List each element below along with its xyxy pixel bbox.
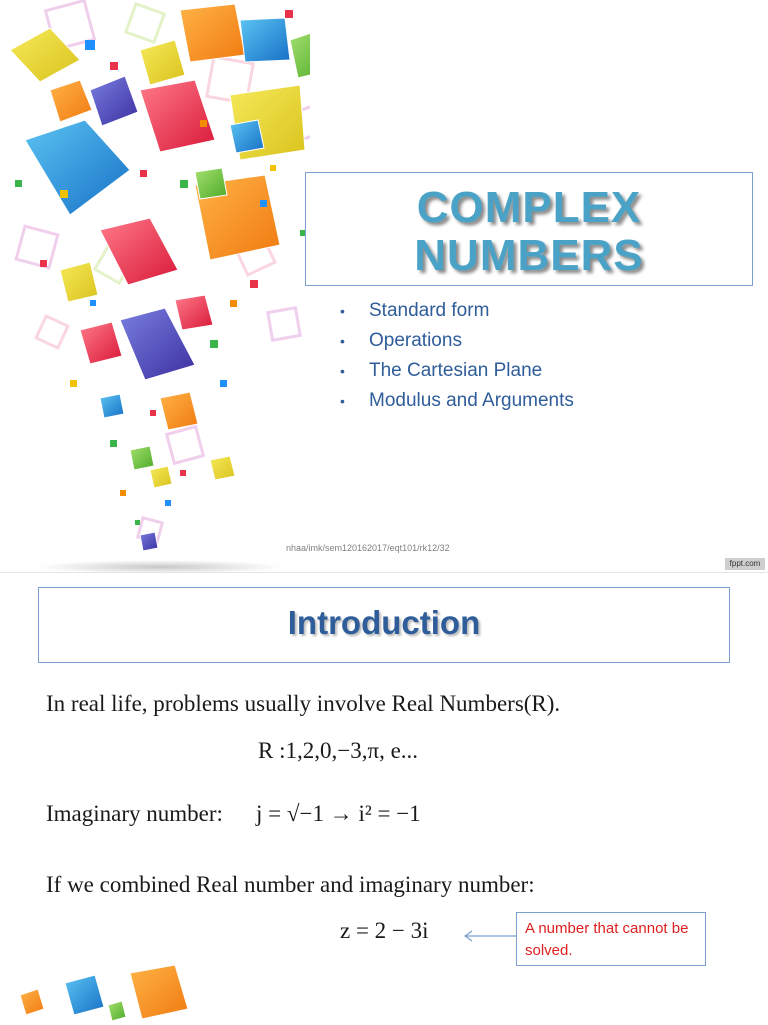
topic-item bbox=[340, 356, 574, 386]
arrow-left-icon bbox=[462, 930, 516, 942]
topic-label: Standard form bbox=[369, 300, 490, 321]
topic-item bbox=[340, 386, 574, 416]
complex-example: z = 2 − 3i bbox=[340, 918, 429, 943]
corner-cubes-decoration bbox=[0, 965, 200, 1025]
title-box bbox=[305, 172, 753, 286]
real-set-expression: R :1,2,0,−3,π, e... bbox=[258, 738, 419, 763]
topic-label: The Cartesian Plane bbox=[369, 360, 543, 381]
slide-introduction bbox=[0, 572, 768, 1025]
title-line-1: COMPLEX bbox=[416, 183, 642, 232]
slide-footer: nhaa/imk/sem120162017/eqt101/rk12/32 bbox=[286, 543, 450, 553]
topic-item bbox=[340, 296, 574, 326]
fppt-badge: fppt.com bbox=[725, 558, 765, 570]
bullet-icon: • bbox=[340, 333, 345, 349]
topic-label: Modulus and Arguments bbox=[369, 390, 574, 411]
imaginary-label: Imaginary number: bbox=[46, 801, 223, 826]
bullet-icon: • bbox=[340, 363, 345, 379]
callout-note: A number that cannot be solved. bbox=[516, 912, 706, 966]
intro-title: Introduction bbox=[287, 604, 481, 641]
title-line-2: NUMBERS bbox=[414, 231, 644, 280]
colorful-cubes-illustration bbox=[0, 0, 310, 572]
bullet-icon: • bbox=[340, 393, 345, 409]
topic-list bbox=[340, 296, 574, 416]
topic-item bbox=[340, 326, 574, 356]
real-numbers-text: In real life, problems usually involve Real Numbers(R). bbox=[46, 691, 561, 716]
shadow-decoration bbox=[35, 560, 285, 572]
imaginary-expression: j = √−1 → i² = −1 bbox=[256, 801, 421, 826]
combined-text: If we combined Real number and imaginary number: bbox=[46, 872, 535, 897]
bullet-icon: • bbox=[340, 303, 345, 319]
intro-title-box bbox=[38, 587, 730, 663]
topic-label: Operations bbox=[369, 330, 462, 351]
